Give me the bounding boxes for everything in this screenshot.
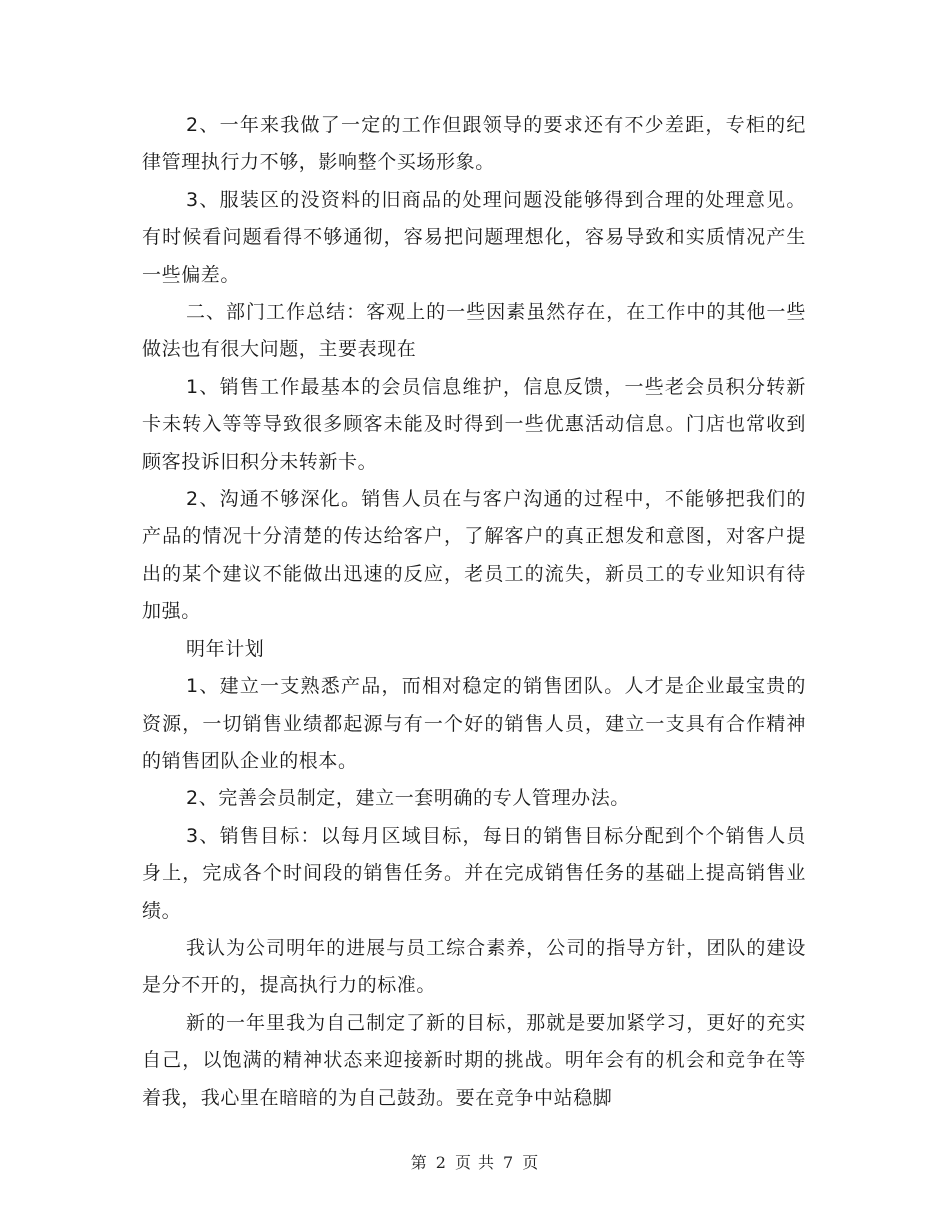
footer-prefix: 第 bbox=[410, 1153, 428, 1172]
footer-page-number: 2 bbox=[435, 1153, 447, 1172]
paragraph: 2、沟通不够深化。销售人员在与客户沟通的过程中，不能够把我们的产品的情况十分清楚的传达给客户，了解客户的真正想发和意图，对客户提出的某个建议不能做出迅速的反应，老员工的流失，新员工的专业知识有待加强。 bbox=[142, 488, 806, 623]
paragraph: 3、服装区的没资料的旧商品的处理问题没能够得到合理的处理意见。有时候看问题看得不够通彻，容易把问题理想化，容易导致和实质情况产生一些偏差。 bbox=[142, 188, 806, 286]
section-heading: 明年计划 bbox=[186, 637, 265, 660]
paragraph: 新的一年里我为自己制定了新的目标，那就是要加紧学习，更好的充实自己，以饱满的精神状态来迎接新时期的挑战。明年会有的机会和竞争在等着我，我心里在暗暗的为自己鼓劲。要在竞争中站稳脚 bbox=[142, 1011, 806, 1109]
section-heading: 二、部门工作总结：客观上的一些因素虽然存在，在工作中的其他一些做法也有很大问题，主要表现在 bbox=[142, 301, 806, 361]
paragraph: 3、销售目标：以每月区域目标，每日的销售目标分配到个个销售人员身上，完成各个时间段的销售任务。并在完成销售任务的基础上提高销售业绩。 bbox=[142, 824, 806, 922]
document-body bbox=[142, 107, 806, 1117]
footer-total-pages: 7 bbox=[503, 1153, 515, 1172]
page-footer bbox=[0, 1150, 950, 1173]
paragraph: 1、建立一支熟悉产品，而相对稳定的销售团队。人才是企业最宝贵的资源，一切销售业绩都起源与有一个好的销售人员，建立一支具有合作精神的销售团队企业的根本。 bbox=[142, 675, 806, 772]
footer-middle: 页 共 bbox=[454, 1153, 496, 1172]
paragraph: 2、完善会员制定，建立一套明确的专人管理办法。 bbox=[186, 787, 630, 810]
footer-suffix: 页 bbox=[522, 1153, 540, 1172]
paragraph: 2、一年来我做了一定的工作但跟领导的要求还有不少差距，专柜的纪律管理执行力不够，影响整个买场形象。 bbox=[142, 114, 806, 174]
paragraph: 1、销售工作最基本的会员信息维护，信息反馈，一些老会员积分转新卡未转入等等导致很多顾客未能及时得到一些优惠活动信息。门店也常收到顾客投诉旧积分未转新卡。 bbox=[142, 375, 806, 473]
paragraph: 我认为公司明年的进展与员工综合素养，公司的指导方针，团队的建设是分不开的，提高执行力的标准。 bbox=[142, 936, 806, 997]
